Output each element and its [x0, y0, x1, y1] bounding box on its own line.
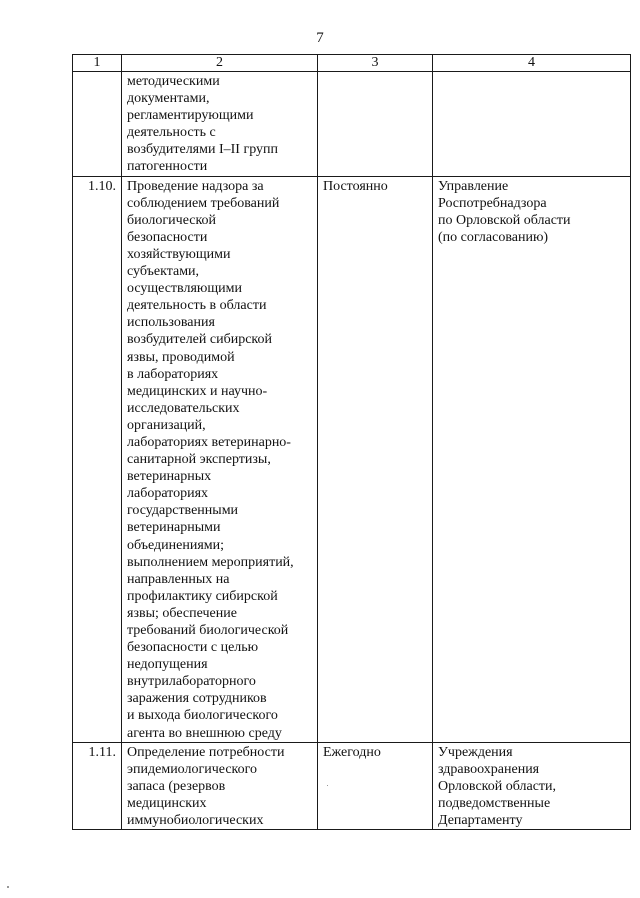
- event-text-line: возбудителями I–II групп: [127, 142, 279, 158]
- executor-text-line: Учреждения: [438, 744, 513, 760]
- executor-text-line: подведомственные: [438, 795, 551, 811]
- event-text-line: методическими: [127, 74, 220, 89]
- period-cell: Ежегодно: [318, 742, 433, 829]
- executor-text-line: по Орловской области: [438, 212, 571, 228]
- event-text-line: лабораториях ветеринарно-: [127, 434, 291, 450]
- event-text-line: требований биологической: [127, 623, 289, 638]
- column-number-3: 3: [318, 55, 433, 72]
- executor-text-line: Роспотребнадзора: [438, 195, 547, 211]
- event-cell: [122, 742, 318, 829]
- event-text-line: организаций,: [127, 417, 206, 433]
- event-text-line: хозяйствующими: [127, 246, 231, 262]
- executor-cell: [433, 176, 631, 742]
- event-text-line: субъектами,: [127, 264, 200, 280]
- page-number: 7: [316, 30, 324, 46]
- event-text-line: использования: [127, 315, 215, 331]
- event-text-line: Определение потребности: [127, 744, 285, 760]
- event-text-line: санитарной экспертизы,: [127, 452, 271, 468]
- event-text-line: профилактику сибирской: [127, 588, 278, 604]
- item-number-cell: 1.10.: [73, 176, 122, 742]
- item-number-cell: [73, 72, 122, 177]
- event-text-line: документами,: [127, 91, 210, 107]
- event-text-line: эпидемиологического: [127, 761, 258, 777]
- executor-cell: [433, 742, 631, 829]
- scan-speck: [7, 886, 9, 888]
- event-text-line: лабораториях: [127, 486, 209, 502]
- event-text-line: биологической: [127, 212, 217, 228]
- measures-table: [72, 54, 631, 830]
- executor-cell: [433, 72, 631, 177]
- event-cell: [122, 72, 318, 177]
- event-text-line: заражения сотрудников: [127, 691, 267, 707]
- event-text-line: иммунобиологических: [127, 813, 264, 829]
- event-text-line: агента во внешнюю среду: [127, 725, 282, 741]
- event-text-line: объединениями;: [127, 537, 225, 553]
- event-text-line: недопущения: [127, 657, 208, 673]
- event-text-line: медицинских: [127, 795, 207, 811]
- event-text-line: регламентирующими: [127, 108, 254, 124]
- column-number-4: 4: [433, 55, 631, 72]
- event-text-line: и выхода биологического: [127, 708, 278, 724]
- table-body: [73, 72, 631, 830]
- table-header-row: [73, 55, 631, 72]
- event-text-line: государственными: [127, 503, 239, 519]
- executor-text-line: здравоохранения: [438, 761, 540, 777]
- event-text-line: безопасности с целью: [127, 640, 259, 656]
- event-text-line: соблюдением требований: [127, 195, 280, 211]
- executor-text-line: Орловской области,: [438, 778, 557, 794]
- event-text-line: осуществляющими: [127, 281, 242, 297]
- period-cell: [318, 72, 433, 177]
- event-text-line: Проведение надзора за: [127, 178, 264, 194]
- event-text-line: ветеринарных: [127, 469, 212, 485]
- event-text-line: направленных на: [127, 571, 230, 587]
- period-cell: Постоянно: [318, 176, 433, 742]
- event-text-line: выполнением мероприятий,: [127, 554, 294, 570]
- event-text-line: деятельность в области: [127, 298, 267, 314]
- event-text-line: в лабораториях: [127, 366, 219, 382]
- table-row: [73, 72, 631, 177]
- executor-text-line: Департаменту: [438, 813, 523, 829]
- event-text-line: ветеринарными: [127, 520, 221, 536]
- executor-text-line: (по согласованию): [438, 229, 549, 245]
- column-number-1: 1: [73, 55, 122, 72]
- event-text-line: внутрилабораторного: [127, 674, 256, 690]
- table-row: [73, 176, 631, 742]
- event-cell: [122, 176, 318, 742]
- event-text-line: возбудителей сибирской: [127, 332, 273, 348]
- event-text-line: запаса (резервов: [127, 778, 226, 794]
- item-number-cell: 1.11.: [73, 742, 122, 829]
- event-text-line: язвы; обеспечение: [127, 605, 237, 621]
- table-row: [73, 742, 631, 829]
- event-text-line: исследовательских: [127, 400, 240, 416]
- scan-speck: [327, 785, 328, 786]
- event-text-line: деятельность с: [127, 125, 216, 141]
- event-text-line: медицинских и научно-: [127, 383, 268, 399]
- column-number-2: 2: [122, 55, 318, 72]
- event-text-line: безопасности: [127, 229, 208, 245]
- event-text-line: патогенности: [127, 159, 208, 175]
- event-text-line: язвы, проводимой: [127, 349, 235, 365]
- executor-text-line: Управление: [438, 178, 509, 194]
